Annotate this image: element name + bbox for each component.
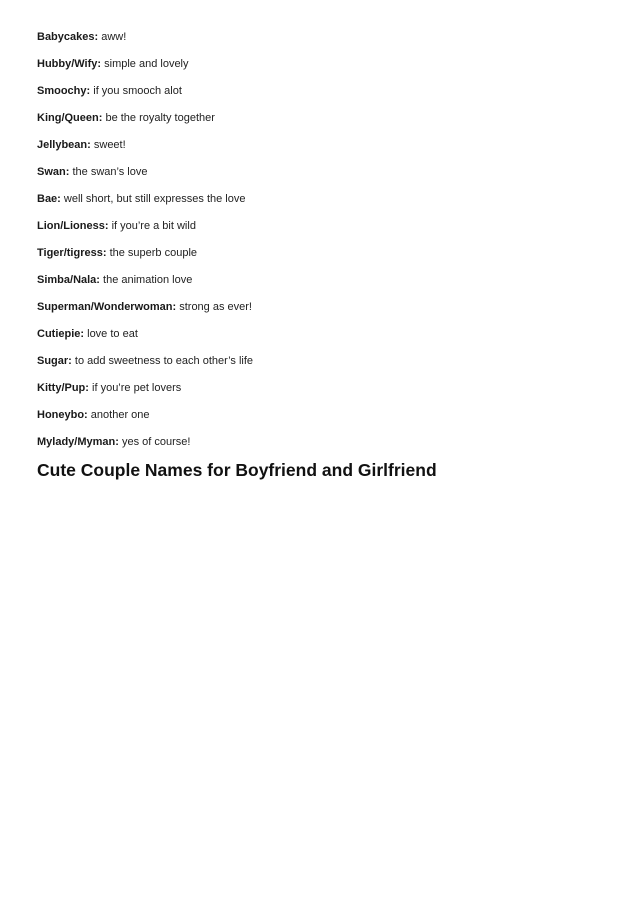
list-item bbox=[37, 327, 607, 341]
list-item bbox=[37, 354, 607, 368]
entry-term: Babycakes: bbox=[37, 31, 99, 43]
entry-description: another one bbox=[90, 409, 150, 421]
entry-description: if you’re pet lovers bbox=[92, 382, 182, 394]
list-item bbox=[37, 246, 607, 260]
entry-description: well short, but still expresses the love bbox=[63, 193, 246, 205]
entry-term: Bae: bbox=[37, 193, 61, 205]
entry-term: King/Queen: bbox=[37, 112, 103, 124]
entry-term: Cutiepie: bbox=[37, 328, 85, 340]
entry-term: Honeybo: bbox=[37, 409, 88, 421]
entry-description: simple and lovely bbox=[104, 58, 189, 70]
section-heading: Cute Couple Names for Boyfriend and Girlfriend bbox=[37, 460, 437, 480]
list-item bbox=[37, 84, 607, 98]
list-item bbox=[37, 138, 607, 152]
list-item bbox=[37, 273, 607, 287]
entry-description: if you’re a bit wild bbox=[111, 220, 196, 232]
entry-description: the swan’s love bbox=[72, 166, 148, 178]
list-item bbox=[37, 408, 607, 422]
entry-description: to add sweetness to each other’s life bbox=[74, 355, 254, 367]
entry-description: be the royalty together bbox=[105, 112, 215, 124]
entry-description: strong as ever! bbox=[179, 301, 252, 313]
entry-term: Superman/Wonderwoman: bbox=[37, 301, 177, 313]
entry-description: yes of course! bbox=[121, 436, 191, 448]
entry-description: sweet! bbox=[93, 139, 126, 151]
list-item bbox=[37, 300, 607, 314]
entry-description: the superb couple bbox=[109, 247, 198, 259]
entry-term: Smoochy: bbox=[37, 85, 91, 97]
document-page bbox=[37, 30, 607, 481]
list-item bbox=[37, 30, 607, 44]
list-item bbox=[37, 192, 607, 206]
entry-term: Mylady/Myman: bbox=[37, 436, 119, 448]
list-item bbox=[37, 435, 607, 449]
entry-term: Hubby/Wify: bbox=[37, 58, 102, 70]
entry-term: Swan: bbox=[37, 166, 70, 178]
entry-term: Tiger/tigress: bbox=[37, 247, 107, 259]
entry-description: aww! bbox=[101, 31, 127, 43]
entry-term: Sugar: bbox=[37, 355, 72, 367]
list-item bbox=[37, 165, 607, 179]
list-item bbox=[37, 111, 607, 125]
list-item bbox=[37, 57, 607, 71]
entry-term: Kitty/Pup: bbox=[37, 382, 89, 394]
entry-term: Lion/Lioness: bbox=[37, 220, 109, 232]
entry-description: love to eat bbox=[87, 328, 138, 340]
entry-term: Jellybean: bbox=[37, 139, 91, 151]
list-item bbox=[37, 219, 607, 233]
entry-description: if you smooch alot bbox=[93, 85, 182, 97]
entry-description: the animation love bbox=[103, 274, 193, 286]
list-item bbox=[37, 381, 607, 395]
entry-term: Simba/Nala: bbox=[37, 274, 100, 286]
